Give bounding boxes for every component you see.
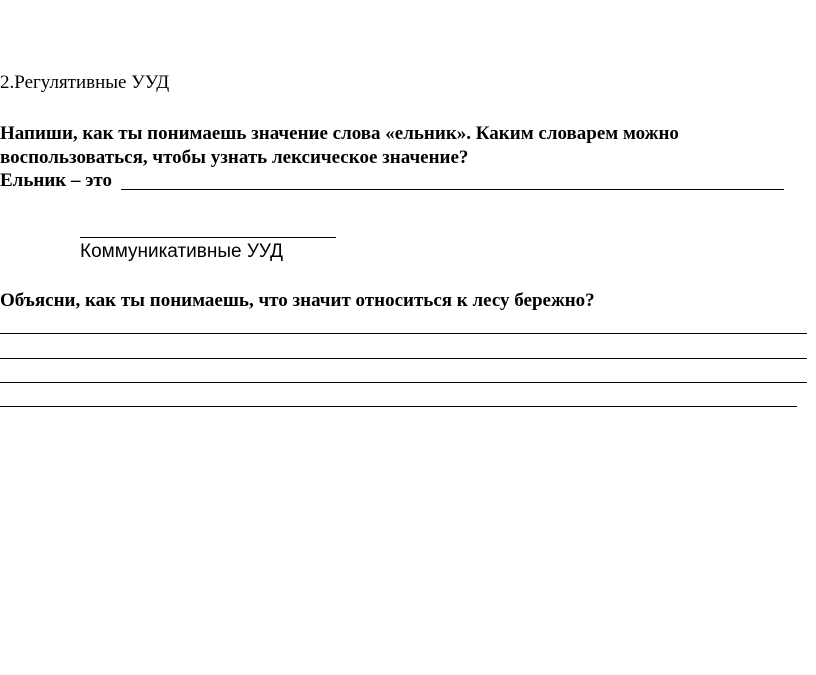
question-text: Объясни, как ты понимаешь, что значит относиться к лесу бережно? (0, 290, 595, 311)
answer-line-4[interactable] (0, 406, 797, 407)
answer-line-3[interactable] (0, 382, 807, 383)
answer-line-2[interactable] (0, 358, 807, 359)
section-divider-rule (80, 237, 336, 238)
answer-blank-line[interactable] (121, 189, 784, 190)
answer-line-1[interactable] (0, 333, 807, 334)
task-text-line-1: Напиши, как ты понимаешь значение слова «ельник». Каким словарем можно (0, 123, 679, 144)
task-text-regulatory (0, 122, 800, 170)
section-title-regulatory: 2.Регулятивные УУД (0, 72, 170, 93)
answer-prefix: Ельник – это (0, 170, 113, 191)
task-text-line-2: воспользоваться, чтобы узнать лексическое значение? (0, 147, 469, 168)
section-title-communicative: Коммуникативные УУД (80, 241, 284, 262)
answer-row-elnik (0, 170, 784, 192)
